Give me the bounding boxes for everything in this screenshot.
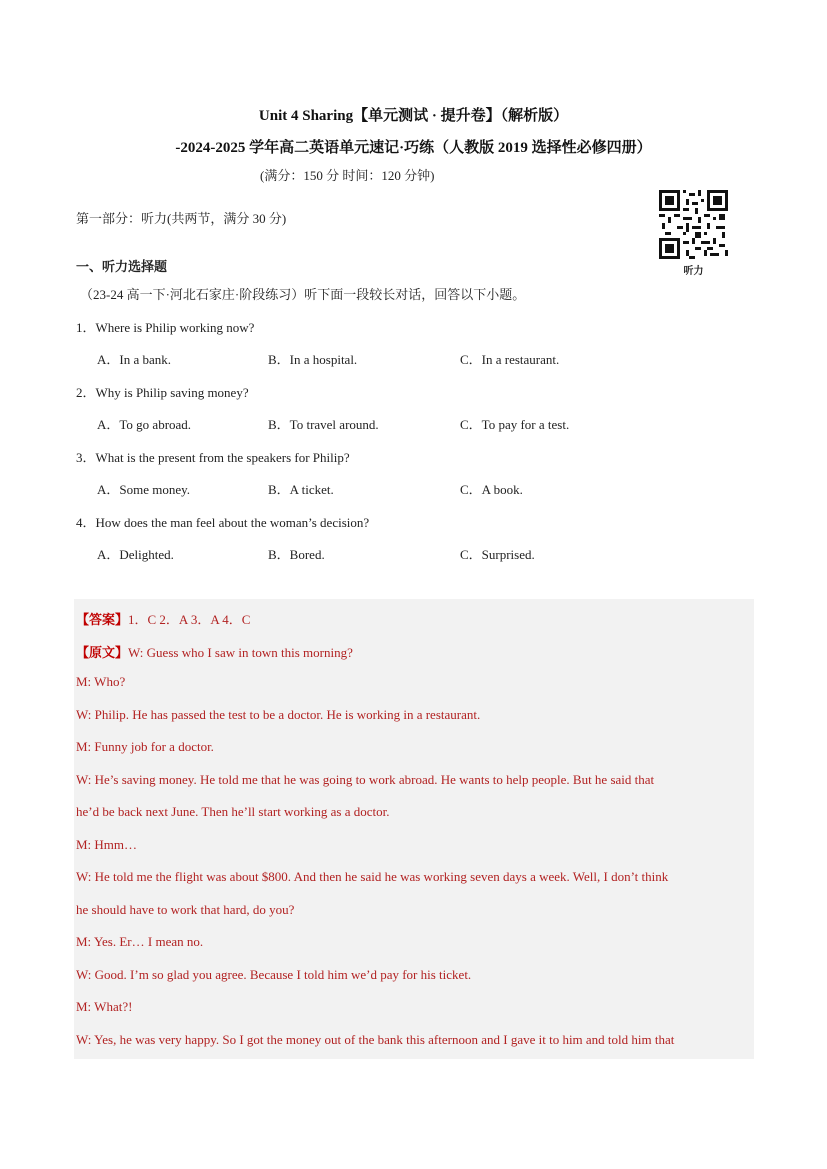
option-4c: C．Surprised. <box>460 547 535 562</box>
option-4b: B．Bored. <box>268 547 325 562</box>
transcript-line: M: Hmm… <box>76 837 138 852</box>
question-2: 2．Why is Philip saving money? <box>76 385 249 400</box>
option-2b: B．To travel around. <box>268 417 379 432</box>
transcript-line-0: W: Guess who I saw in town this morning? <box>128 645 353 660</box>
transcript-line: W: He told me the flight was about $800. And then he said he was working seven days a week. Well, I don’t think <box>76 869 669 884</box>
transcript-line: he should have to work that hard, do you? <box>76 902 295 917</box>
transcript-line: M: Who? <box>76 674 126 689</box>
document-title-line1: Unit 4 Sharing【单元测试 · 提升卷】（解析版） <box>258 108 569 124</box>
answer-panel <box>74 599 754 1059</box>
score-info: (满分：150 分 时间：120 分钟) <box>260 168 435 183</box>
transcript-line: M: What?! <box>76 999 133 1014</box>
transcript-line: W: Philip. He has passed the test to be a doctor. He is working in a restaurant. <box>76 707 481 722</box>
transcript-line: M: Funny job for a doctor. <box>76 739 214 754</box>
original-tag: 【原文】 <box>76 645 129 660</box>
option-2c: C．To pay for a test. <box>460 417 570 432</box>
option-3c: C．A book. <box>460 482 523 497</box>
section-heading: 一、听力选择题 <box>76 259 168 274</box>
option-1c: C．In a restaurant. <box>460 352 560 367</box>
question-1: 1．Where is Philip working now? <box>76 320 255 335</box>
option-4a: A．Delighted. <box>97 547 174 562</box>
answer-line <box>76 609 250 628</box>
transcript-first-line <box>76 642 353 661</box>
transcript-line: M: Yes. Er… I mean no. <box>76 934 204 949</box>
qr-code-label: 听力 <box>683 266 704 277</box>
transcript-line: W: Good. I’m so glad you agree. Because I told him we’d pay for his ticket. <box>76 967 472 982</box>
option-3a: A．Some money. <box>97 482 191 497</box>
transcript-line: W: He’s saving money. He told me that he was going to work abroad. He wants to help people. But he said that <box>76 772 655 787</box>
section-intro: （23-24 高一下·河北石家庄·阶段练习）听下面一段较长对话，回答以下小题。 <box>80 287 526 302</box>
option-1a: A．In a bank. <box>97 352 172 367</box>
answer-key: 1．C 2．A 3．A 4．C <box>128 612 251 627</box>
question-4: 4．How does the man feel about the woman’s decision? <box>76 515 370 530</box>
qr-code-icon <box>659 190 728 259</box>
question-3: 3．What is the present from the speakers for Philip? <box>76 450 350 465</box>
document-title-line2: -2024-2025 学年高二英语单元速记·巧练（人教版 2019 选择性必修四册） <box>175 140 652 156</box>
option-1b: B．In a hospital. <box>268 352 358 367</box>
option-2a: A．To go abroad. <box>97 417 192 432</box>
option-3b: B．A ticket. <box>268 482 334 497</box>
part1-heading: 第一部分：听力(共两节，满分 30 分) <box>76 211 287 226</box>
transcript-line: he’d be back next June. Then he’ll start working as a doctor. <box>76 804 390 819</box>
answer-tag: 【答案】 <box>76 612 129 627</box>
transcript-line: W: Yes, he was very happy. So I got the money out of the bank this afternoon and I gave it to him and told him that <box>76 1032 675 1047</box>
